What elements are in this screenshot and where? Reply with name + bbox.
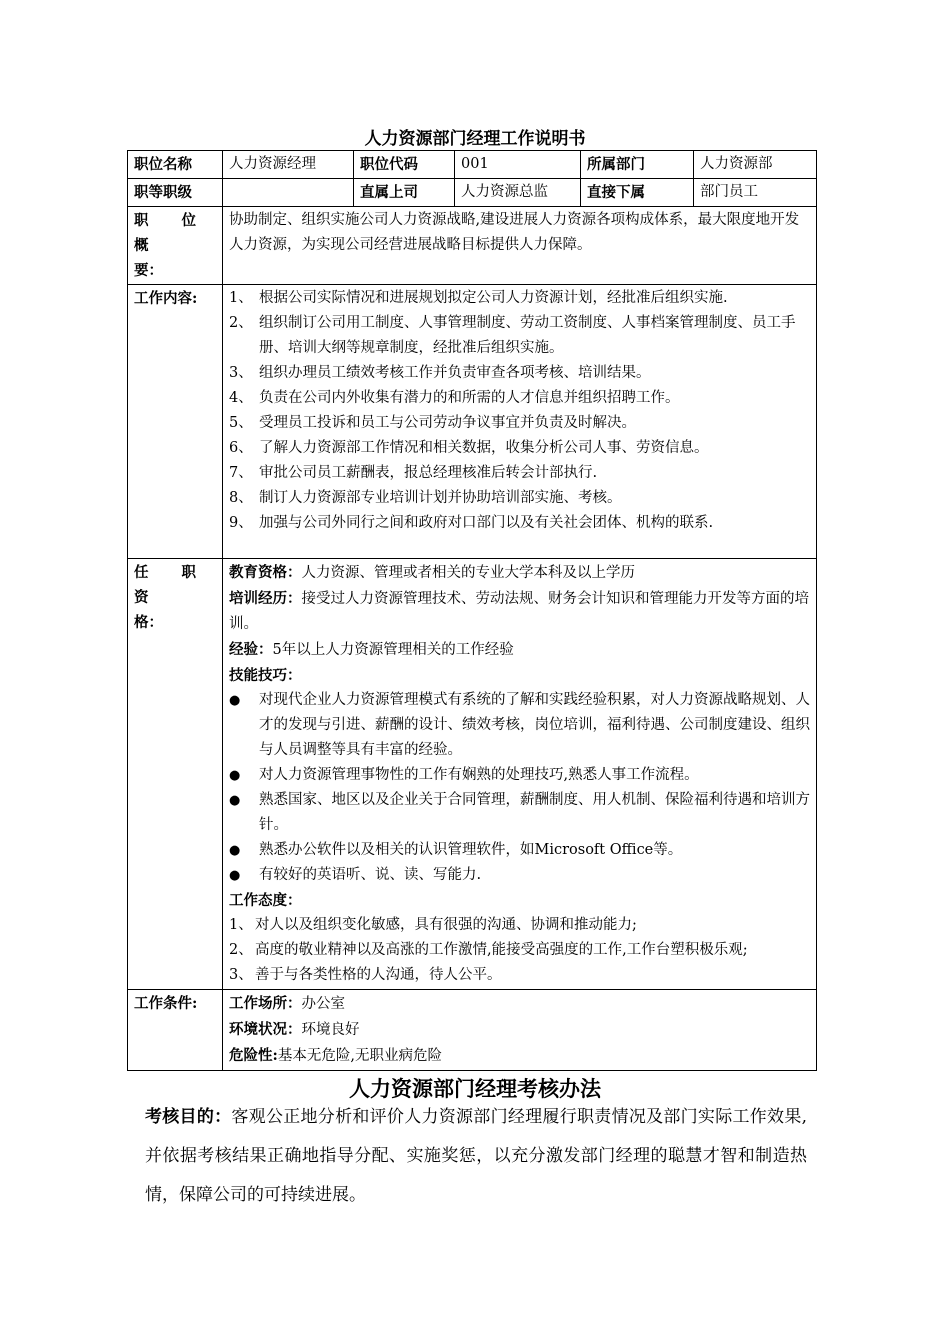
list-item: 3、 组织办理员工绩效考核工作并负责审查各项考核、培训结果。 [229,365,651,381]
list-item: 3、 善于与各类性格的人沟通，待人公平。 [229,967,502,983]
page-title: 人力资源部门经理工作说明书 [364,129,586,149]
supervisor-value: 人力资源总监 [455,179,581,207]
risk-line: 危险性:基本无危险,无职业病危险 [229,1047,442,1064]
section-title: 人力资源部门经理考核办法 [349,1076,601,1101]
table-row-grade [128,179,817,207]
summary-label [128,207,223,285]
job-description-table [127,150,817,1071]
table-row-conditions [128,990,817,1071]
attitude-heading: 工作态度： [229,892,302,909]
duties-list [229,286,810,536]
summary-text: 协助制定、组织实施公司人力资源战略,建设进展人力资源各项构成体系，最大限度地开发人力资源，为实现公司经营进展战略目标提供人力保障。 [223,207,817,285]
department-label: 所属部门 [581,151,694,179]
bullet-icon: ● [229,768,241,783]
table-row-summary [128,207,817,285]
subordinates-label: 直接下属 [581,179,694,207]
table-row-duties [128,285,817,559]
assessment-purpose [145,1098,807,1215]
list-item: ● 熟悉国家、地区以及企业关于合同管理，薪酬制度、用人机制、保险福利待遇和培训方针。 [229,788,810,838]
qualification-content [223,559,817,990]
list-item: 2、 高度的敬业精神以及高涨的工作激情,能接受高强度的工作,工作台塑积极乐观; [229,942,748,958]
skills-heading: 技能技巧： [229,667,302,684]
position-name-label: 职位名称 [128,151,223,179]
summary-label-line1: 职 位 概 [134,212,211,254]
workplace-line: 工作场所：办公室 [229,995,345,1012]
grade-label: 职等职级 [128,179,223,207]
purpose-label: 考核目的： [145,1107,232,1127]
conditions-label: 工作条件: [128,990,223,1071]
qualification-label-line2: 格： [134,614,163,631]
list-item: 6、 了解人力资源部工作情况和相关数据，收集分析公司人事、劳资信息。 [229,440,709,456]
bullet-icon: ● [229,693,241,708]
list-item: ● 有较好的英语听、说、读、写能力. [229,863,810,888]
training-line: 培训经历：接受过人力资源管理技术、劳动法规、财务会计知识和管理能力开发等方面的培训。 [229,590,809,632]
position-code-label: 职位代码 [354,151,455,179]
list-item: 2、 组织制订公司用工制度、人事管理制度、劳动工资制度、人事档案管理制度、员工手册、培训大纲等规章制度，经批准后组织实施。 [229,315,796,356]
duties-content [223,285,817,559]
purpose-text: 客观公正地分析和评价人力资源部门经理履行职责情况及部门实际工作效果,并依据考核结果正确地指导分配、实施奖惩，以充分激发部门经理的聪慧才智和制造热情，保障公司的可持续进展。 [145,1107,808,1205]
list-item: 1、 对人以及组织变化敏感，具有很强的沟通、协调和推动能力; [229,917,637,933]
list-item: 9、 加强与公司外同行之间和政府对口部门以及有关社会团体、机构的联系. [229,515,714,531]
duties-label: 工作内容: [128,285,223,559]
conditions-content [223,990,817,1071]
experience-line: 经验：5年以上人力资源管理相关的工作经验 [229,641,514,658]
qualification-label [128,559,223,990]
subordinates-value: 部门员工 [694,179,817,207]
list-item: 4、 负责在公司内外收集有潜力的和所需的人才信息并组织招聘工作。 [229,390,680,406]
position-code-value: 001 [455,151,581,179]
list-item: ● 对人力资源管理事物性的工作有娴熟的处理技巧,熟悉人事工作流程。 [229,763,810,788]
grade-value [223,179,354,207]
table-row-qualification [128,559,817,990]
list-item: ● 对现代企业人力资源管理模式有系统的了解和实践经验积累，对人力资源战略规划、人才的发现与引进、薪酬的设计、绩效考核，岗位培训，福利待遇、公司制度建设、组织与人员调整等具有丰富的经验。 [229,688,810,763]
bullet-icon: ● [229,793,241,808]
bullet-icon: ● [229,868,241,883]
list-item: 8、 制订人力资源部专业培训计划并协助培训部实施、考核。 [229,490,622,506]
qualification-label-line1: 任 职 资 [134,564,211,606]
supervisor-label: 直属上司 [354,179,455,207]
position-name-value: 人力资源经理 [223,151,354,179]
list-item: 7、 审批公司员工薪酬表，报总经理核准后转会计部执行. [229,465,598,481]
list-item: ● 熟悉办公软件以及相关的认识管理软件，如Microsoft Office等。 [229,838,810,863]
list-item: 5、 受理员工投诉和员工与公司劳动争议事宜并负责及时解决。 [229,415,636,431]
table-row-position [128,151,817,179]
list-item: 1、 根据公司实际情况和进展规划拟定公司人力资源计划，经批准后组织实施. [229,290,728,306]
department-value: 人力资源部 [694,151,817,179]
summary-label-line2: 要： [134,262,163,279]
education-line: 教育资格：人力资源、管理或者相关的专业大学本科及以上学历 [229,564,635,581]
bullet-icon: ● [229,843,241,858]
environment-line: 环境状况：环境良好 [229,1021,360,1038]
